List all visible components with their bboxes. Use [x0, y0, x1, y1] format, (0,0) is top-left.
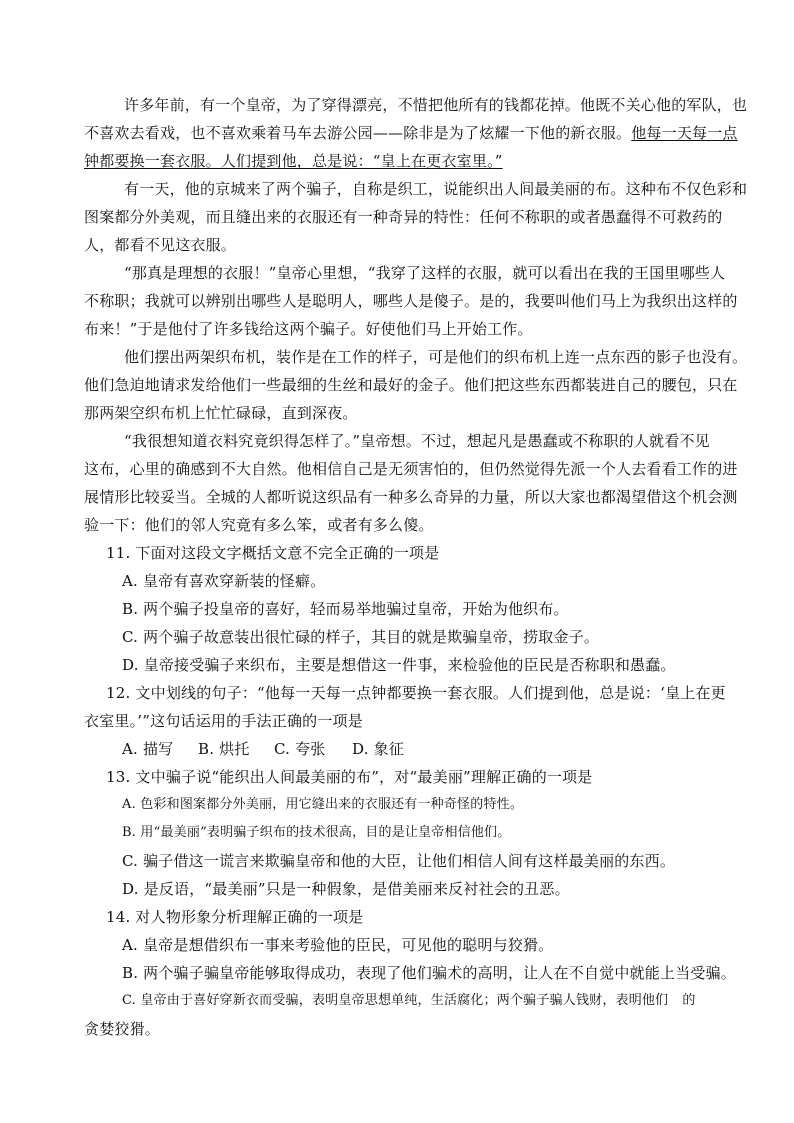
underlined-sentence-part1: 他每一天每一点: [631, 124, 738, 142]
question-13-option-d: D. 是反语，“最美丽”只是一种假象，是借美丽来反衬社会的丑恶。: [122, 880, 570, 898]
question-14-stem: 14. 对人物形象分析理解正确的一项是: [106, 908, 364, 926]
passage-p2-line2: 图案都分外美观，而且缝出来的衣服还有一种奇异的特性：任何不称职的或者愚蠢得不可救药的: [84, 208, 723, 226]
question-14-option-c-text: C. 皇帝由于喜好穿新衣而受骗，表明皇帝思想单纯，生活腐化；两个骗子骗人钱财，表明他们: [122, 993, 669, 1008]
passage-p3-line1: “那真是理想的衣服！”皇帝心里想，“我穿了这样的衣服，就可以看出在我的王国里哪些人: [124, 264, 726, 282]
question-12-option-c: C. 夸张: [274, 740, 326, 758]
question-12-option-b: B. 烘托: [198, 740, 250, 758]
question-13-option-c: C. 骗子借这一谎言来欺骗皇帝和他的大臣，让他们相信人间有这样最美丽的东西。: [122, 852, 676, 870]
question-14-option-c-line1: [122, 990, 696, 1012]
passage-p4-line1: 他们摆出两架织布机，装作是在工作的样子，可是他们的织布机上连一点东西的影子也没有。: [124, 348, 748, 366]
passage-p2-line3: 人，都看不见这衣服。: [84, 236, 237, 254]
question-12-option-d: D. 象征: [352, 740, 405, 758]
question-14-option-c-line2: 贪婪狡猾。: [84, 1020, 161, 1038]
passage-p5-line1: “我很想知道衣料究竟织得怎样了。”皇帝想。不过，想起凡是愚蠢或不称职的人就看不见: [124, 432, 710, 450]
passage-p1-line2-text: 不喜欢去看戏，也不喜欢乘着马车去游公园——除非是为了炫耀一下他的新衣服。: [84, 124, 632, 142]
question-11-stem: 11. 下面对这段文字概括文意不完全正确的一项是: [106, 544, 440, 562]
passage-p2-line1: 有一天，他的京城来了两个骗子，自称是织工，说能织出人间最美丽的布。这种布不仅色彩和: [124, 180, 748, 198]
passage-p4-line3: 那两架空织布机上忙忙碌碌，直到深夜。: [84, 404, 358, 422]
question-14-option-b: B. 两个骗子骗皇帝能够取得成功，表现了他们骗术的高明，让人在不自觉中就能上当受骗。: [122, 964, 736, 982]
question-11-option-d: D. 皇帝接受骗子来织布，主要是想借这一件事，来检验他的臣民是否称职和愚蠢。: [122, 656, 676, 674]
question-13-option-a: A. 色彩和图案都分外美丽，用它缝出来的衣服还有一种奇怪的特性。: [122, 797, 524, 812]
question-13-option-b: B. 用“最美丽”表明骗子织布的技术很高，目的是让皇帝相信他们。: [122, 825, 511, 840]
question-11-option-c: C. 两个骗子故意装出很忙碌的样子，其目的就是欺骗皇帝，捞取金子。: [122, 628, 600, 646]
passage-p5-line2: 这布，心里的确感到不大自然。他相信自己是无须害怕的，但仍然觉得先派一个人去看看工作的进: [84, 460, 738, 478]
question-14-option-c-tail: 的: [682, 993, 696, 1008]
question-11-option-a: A. 皇帝有喜欢穿新装的怪癖。: [122, 572, 326, 590]
passage-p4-line2: 他们急迫地请求发给他们一些最细的生丝和最好的金子。他们把这些东西都装进自己的腰包，只在: [84, 376, 738, 394]
passage-p3-line2: 不称职；我就可以辨别出哪些人是聪明人，哪些人是傻子。是的，我要叫他们马上为我织出这样的: [84, 292, 738, 310]
passage-p5-line4: 验一下：他们的邻人究竟有多么笨，或者有多么傻。: [84, 516, 434, 534]
question-12-option-a: A. 描写: [122, 740, 174, 758]
underlined-sentence-part2: 钟都要换一套衣服。人们提到他，总是说：“皇上在更衣室里。”: [84, 152, 503, 170]
passage-p5-line3: 展情形比较妥当。全城的人都听说这织品有一种多么奇异的力量，所以大家也都渴望借这个机会测: [84, 488, 738, 506]
passage-p3-line3: 布来！”于是他付了许多钱给这两个骗子。好使他们马上开始工作。: [84, 320, 533, 338]
question-12-stem-line2: 衣室里。’”这句话运用的手法正确的一项是: [84, 712, 363, 730]
question-11-option-b: B. 两个骗子投皇帝的喜好，轻而易举地骗过皇帝，开始为他织布。: [122, 600, 569, 618]
question-12-stem-line1: 12. 文中划线的句子：“他每一天每一点钟都要换一套衣服。人们提到他，总是说：‘皇上在更: [106, 684, 726, 702]
passage-p1-line2: [84, 122, 738, 144]
question-14-option-a: A. 皇帝是想借织布一事来考验他的臣民，可见他的聪明与狡猾。: [122, 936, 554, 954]
passage-p1-line1: 许多年前，有一个皇帝，为了穿得漂亮，不惜把他所有的钱都花掉。他既不关心他的军队，也: [124, 96, 748, 114]
question-13-stem: 13. 文中骗子说“能织出人间最美丽的布”，对“最美丽”理解正确的一项是: [106, 768, 593, 786]
